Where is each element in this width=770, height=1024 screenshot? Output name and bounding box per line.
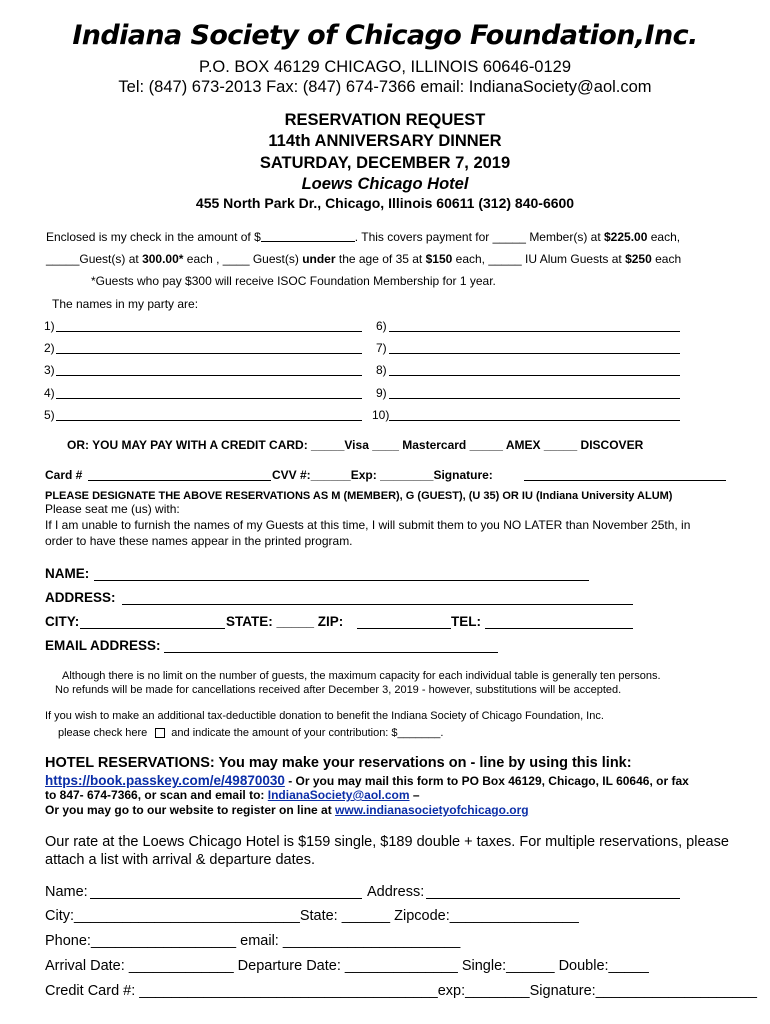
tel-field[interactable] (485, 628, 633, 629)
party-num-8: 8) (376, 363, 387, 377)
card-signature-field[interactable] (524, 480, 726, 481)
email-field[interactable] (164, 652, 498, 653)
email-label: EMAIL ADDRESS: (45, 638, 161, 653)
unable-note-1: If I am unable to furnish the names of my Guests at this time, I will submit them to you NO LATER than November 25th, in (45, 518, 691, 532)
guest-membership-note: *Guests who pay $300 will receive ISOC Foundation Membership for 1 year. (91, 274, 496, 288)
hotel-address-field[interactable] (426, 898, 680, 899)
zip-field[interactable] (357, 628, 451, 629)
donation-note: If you wish to make an additional tax-deductible donation to benefit the Indiana Society of Chicago Foundation, Inc. (45, 710, 604, 722)
party-num-3: 3) (44, 363, 55, 377)
passkey-link[interactable]: https://book.passkey.com/e/49870030 (45, 773, 285, 788)
party-name-field-3[interactable] (56, 375, 362, 376)
payment-line-2: _____Guest(s) at 300.00* each , ____ Guest(s) under the age of 35 at $150 each, _____ IU Alum Guests at $250 each (46, 252, 682, 266)
hotel-email-field[interactable]: ______________________ (282, 933, 461, 949)
name-field[interactable] (94, 580, 589, 581)
donation-checkbox[interactable] (155, 728, 165, 738)
exp-field[interactable]: ________ (380, 468, 434, 482)
party-names-label: The names in my party are: (52, 297, 199, 311)
society-website-link[interactable]: www.indianasocietyofchicago.org (335, 803, 529, 817)
cvv-field[interactable]: ______ (310, 468, 351, 482)
hotel-address-label: Address: (367, 884, 425, 900)
city-label: CITY: (45, 614, 80, 629)
under35-count-field[interactable]: ____ (222, 252, 250, 266)
hotel-line-2: to 847- 674-7366, or scan and email to: IndianaSociety@aol.com – (45, 788, 420, 802)
hotel-phone-row: Phone:__________________ email: ______________________ (45, 933, 461, 949)
cvv-row: CVV #:______Exp: ________Signature: (272, 468, 493, 482)
hotel-line-3: Or you may go to our website to register on line at www.indianasocietyofchicago.org (45, 803, 529, 817)
venue-name: Loews Chicago Hotel (301, 175, 469, 193)
party-num-2: 2) (44, 341, 55, 355)
card-number-label: Card # (45, 468, 83, 482)
party-name-field-5[interactable] (56, 420, 362, 421)
donation-check-row: please check here and indicate the amount of your contribution: $_______. (58, 727, 444, 739)
hotel-phone-field[interactable]: __________________ (90, 933, 237, 949)
address-label: ADDRESS: (45, 590, 116, 605)
party-name-field-7[interactable] (389, 353, 680, 354)
party-num-10: 10) (372, 408, 390, 422)
party-num-5: 5) (44, 408, 55, 422)
guest-count-field[interactable]: _____ (46, 252, 80, 266)
party-name-field-10[interactable] (389, 420, 680, 421)
tel-label: TEL: (451, 614, 481, 629)
payment-line-1: Enclosed is my check in the amount of $ . This covers payment for _____ Member(s) at $225.00 each, (46, 230, 681, 244)
arrival-date-field[interactable]: _____________ (128, 958, 234, 974)
party-name-field-6[interactable] (389, 331, 680, 332)
hotel-card-row: Credit Card #: _____________________________________exp:________Signature:____________________ (45, 983, 757, 999)
party-num-1: 1) (44, 319, 55, 333)
hotel-heading: HOTEL RESERVATIONS: You may make your reservations on - line by using this link: (45, 755, 632, 771)
party-num-7: 7) (376, 341, 387, 355)
refund-note: No refunds will be made for cancellations received after December 3, 2019 - however, substitutions will be accepted. (55, 684, 622, 696)
party-num-9: 9) (376, 386, 387, 400)
party-num-6: 6) (376, 319, 387, 333)
hotel-city-field[interactable]: ____________________________ (74, 908, 300, 924)
hotel-signature-field[interactable]: Signature:____________________ (529, 983, 757, 999)
departure-date-field[interactable]: ______________ (344, 958, 458, 974)
hotel-name-label: Name: (45, 884, 88, 900)
double-room-field[interactable]: Double:_____ (554, 958, 649, 974)
unable-note-2: order to have these names appear in the printed program. (45, 534, 353, 548)
request-title: RESERVATION REQUEST (284, 111, 486, 129)
state-zip-label: STATE: _____ ZIP: (226, 614, 344, 629)
address-field[interactable] (122, 604, 633, 605)
party-name-field-2[interactable] (56, 353, 362, 354)
party-name-field-1[interactable] (56, 331, 362, 332)
party-num-4: 4) (44, 386, 55, 400)
hotel-state-field[interactable]: State: ______ (299, 908, 391, 924)
event-date: SATURDAY, DECEMBER 7, 2019 (259, 154, 511, 172)
mailing-address: P.O. BOX 46129 CHICAGO, ILLINOIS 60646-0129 (198, 58, 572, 76)
seat-with-label: Please seat me (us) with: (45, 502, 180, 516)
hotel-rate-1: Our rate at the Loews Chicago Hotel is $159 single, $189 double + taxes. For multiple reservations, please (45, 834, 729, 850)
single-room-field[interactable]: Single:______ (457, 958, 555, 974)
party-name-field-8[interactable] (389, 375, 680, 376)
card-number-field[interactable] (88, 480, 271, 481)
designate-instruction: PLEASE DESIGNATE THE ABOVE RESERVATIONS AS M (MEMBER), G (GUEST), (U 35) OR IU (Indiana University ALUM) (45, 490, 673, 502)
credit-card-options: OR: YOU MAY PAY WITH A CREDIT CARD: _____Visa ____ Mastercard _____ AMEX _____ DISCOVER (67, 438, 644, 452)
society-email-link[interactable]: IndianaSociety@aol.com (267, 788, 410, 802)
venue-address: 455 North Park Dr., Chicago, Illinois 60611 (312) 840-6600 (195, 195, 575, 211)
party-name-field-9[interactable] (389, 398, 680, 399)
check-amount-field[interactable] (261, 241, 355, 242)
city-field[interactable] (80, 628, 225, 629)
hotel-rate-2: attach a list with arrival & departure dates. (45, 852, 315, 868)
name-label: NAME: (45, 566, 90, 581)
event-title: 114th ANNIVERSARY DINNER (268, 132, 502, 150)
contact-line: Tel: (847) 673-2013 Fax: (847) 674-7366 email: IndianaSociety@aol.com (118, 78, 652, 96)
hotel-name-field[interactable] (90, 898, 362, 899)
party-name-field-4[interactable] (56, 398, 362, 399)
hotel-city-row: City:____________________________State: ______ Zipcode:________________ (45, 908, 579, 924)
hotel-dates-row: Arrival Date: _____________ Departure Date: ______________ Single:______ Double:_____ (45, 958, 649, 974)
table-capacity-note: Although there is no limit on the number of guests, the maximum capacity for each individual table is generally ten persons. (62, 670, 661, 682)
hotel-card-field[interactable]: _____________________________________ (139, 983, 438, 999)
hotel-line-1: https://book.passkey.com/e/49870030 - Or you may mail this form to PO Box 46129, Chicago, IL 60646, or fax (45, 773, 689, 788)
hotel-exp-field[interactable]: exp:________ (437, 983, 530, 999)
organization-title: Indiana Society of Chicago Foundation,Inc. (72, 20, 698, 51)
hotel-zip-field[interactable]: Zipcode:________________ (390, 908, 579, 924)
